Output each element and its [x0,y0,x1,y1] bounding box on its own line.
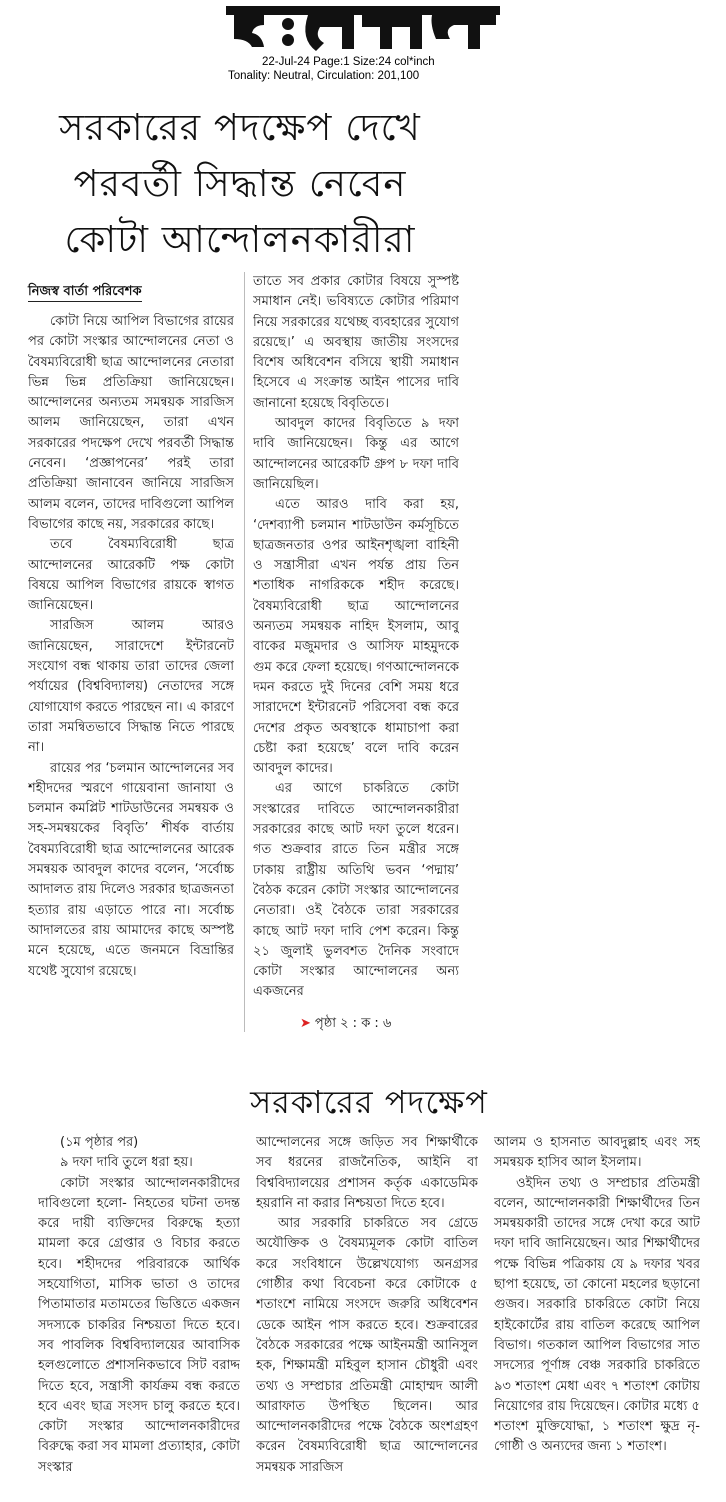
paragraph: ওইদিন তথ্য ও সম্প্রচার প্রতিমন্ত্রী বলেন, আন্দোলনকারী শিক্ষার্থীদের তিন সমন্বয়কারী তাদের সঙ্গে দেখা করে আট দফা দাবি জানিয়েছেন। আর শিক্ষার্থীদের পক্ষে বিভিন্ন পত্রিকায় যে ৯ দফার খবর ছাপা হয়েছে, তা কোনো মহলের ছড়ানো গুজব। সরকারি চাকরিতে কোটা নিয়ে হাইকোর্টের রায় বাতিল করেছে আপিল বিভাগ। গতকাল আপিল বিভাগের সাত সদস্যের পূর্ণাঙ্গ বেঞ্চ সরকারি চাকরিতে ৯৩ শতাংশ মেধা এবং ৭ শতাংশ কোটায় নিয়োগের রায় দিয়েছেন। কোটার মধ্যে ৫ শতাংশ মুক্তিযোদ্ধা, ১ শতাংশ ক্ষুদ্র নৃ-গোষ্ঠী ও অন্যদের জন্য ১ শতাংশ। [494,1175,700,1455]
continued-on-page-note [300,1014,391,1035]
headline-line-3: কোটা আন্দোলনকারীরা [64,218,416,261]
article-column-2 [253,272,459,1012]
paragraph: ৯ দফা দাবি তুলে ধরা হয়। [60,1155,193,1171]
newspaper-masthead-logo [226,2,500,52]
paragraph: তবে বৈষম্যবিরোধী ছাত্র আন্দোলনের আরেকটি পক্ষ কোটা বিষয়ে আপিল বিভাগের রায়কে স্বাগত জানিয়েছেন। [28,537,234,614]
byline: নিজস্ব বার্তা পরিবেশক [28,283,142,302]
paragraph: আবদুল কাদের বিবৃতিতে ৯ দফা দাবি জানিয়েছেন। কিন্তু এর আগে আন্দোলনের আরেকটি গ্রুপ ৮ দফা দাবি জানিয়েছিল। [253,416,459,492]
continuation-headline [0,1080,726,1124]
headline-line-1: সরকারের পদক্ষেপ দেখে [59,106,421,149]
paragraph: কোটা সংস্কার আন্দোলনকারীদের দাবিগুলো হলো- নিহতের ঘটনা তদন্ত করে দায়ী ব্যক্তিদের বিরুদ্ধে হত্যা মামলা করে গ্রেপ্তার ও বিচার করতে হবে। শহীদদের পরিবারকে আর্থিক সহযোগিতা, মাসিক ভাতা ও তাদের পিতামাতার মতামতের ভিত্তিতে একজন সদস্যকে চাকরির নিশ্চয়তা দিতে হবে। সব পাবলিক বিশ্ববিদ্যালয়ের আবাসিক হলগুলোতে প্রশাসনিকভাবে সিট বরাদ্দ দিতে হবে, সন্ত্রাসী কার্যক্রম বন্ধ করতে হবে এবং ছাত্র সংসদ চালু করতে হবে। কোটা সংস্কার আন্দোলনকারীদের বিরুদ্ধে করা সব মামলা প্রত্যাহার, কোটা সংস্কার [38,1175,240,1475]
paragraph: আলম ও হাসনাত আবদুল্লাহ এবং সহ সমন্বয়ক হাসিব আল ইসলাম। [494,1135,700,1171]
paragraph: এর আগে চাকরিতে কোটা সংস্কারের দাবিতে আন্দোলনকারীরা সরকারের কাছে আট দফা তুলে ধরেন। গত শুক্রবার রাতে তিন মন্ত্রীর সঙ্গে ঢাকায় রাষ্ট্রীয় অতিথি ভবন ‘পদ্মায়’ বৈঠক করেন কোটা সংস্কার আন্দোলনের নেতারা। ওই বৈঠকে তারা সরকারের কাছে আট দফা দাবি পেশ করেন। কিন্তু ২১ জুলাই ভুলবশত দৈনিক সংবাদে কোটা সংস্কার আন্দোলনের অন্য একজনের [253,781,459,1000]
paragraph: আর সরকারি চাকরিতে সব গ্রেডে অযৌক্তিক ও বৈষম্যমূলক কোটা বাতিল করে সংবিধানে উল্লেখযোগ্য অনগ্রসর গোষ্ঠীর কথা বিবেচনা করে কোটাকে ৫ শতাংশে নামিয়ে সংসদে জরুরি অধিবেশন ডেকে আইন পাস করতে হবে। শুক্রবারের বৈঠকে সরকারের পক্ষে আইনমন্ত্রী আনিসুল হক, শিক্ষামন্ত্রী মহিবুল হাসান চৌধুরী এবং তথ্য ও সম্প্রচার প্রতিমন্ত্রী মোহাম্মদ আলী আরাফাত উপস্থিত ছিলেন। আর আন্দোলনকারীদের পক্ষে বৈঠকে অংশগ্রহণ করেন বৈষম্যবিরোধী ছাত্র আন্দোলনের সমন্বয়ক সারজিস [256,1216,478,1475]
clipping-meta-tonality: Tonality: Neutral, Circulation: 201,100 [228,70,420,82]
column-divider [244,272,245,1032]
article-column-1 [28,312,234,1037]
paragraph: আন্দোলনের সঙ্গে জড়িত সব শিক্ষার্থীকে সব ধরনের রাজনৈতিক, আইনি বা বিশ্ববিদ্যালয়ের প্রশাসন কর্তৃক একাডেমিক হয়রানি না করার নিশ্চয়তা দিতে হবে। [256,1135,478,1211]
paragraph: কোটা নিয়ে আপিল বিভাগের রায়ের পর কোটা সংস্কার আন্দোলনের নেতা ও বৈষম্যবিরোধী ছাত্র আন্দোলনের নেতারা ভিন্ন ভিন্ন প্রতিক্রিয়া জানিয়েছেন। আন্দোলনের অন্যতম সমন্বয়ক সারজিস আলম জানিয়েছেন, তারা এখন সরকারের পদক্ষেপ দেখে পরবর্তী সিদ্ধান্ত নেবেন। ‘প্রজ্ঞাপনের’ পরই তারা প্রতিক্রিয়া জানাবেন জানিয়ে সারজিস আলম বলেন, তাদের দাবিগুলো আপিল বিভাগের কাছে নয়, সরকারের কাছে। [28,314,234,532]
jump-reference: পৃষ্ঠা ২ : ক : ৬ [314,1016,392,1031]
chevron-right-icon: ➤ [300,1016,311,1031]
headline-line-2: পরবর্তী সিদ্ধান্ত নেবেন [73,162,407,205]
paragraph: (১ম পৃষ্ঠার পর) [60,1135,139,1150]
paragraph: তাতে সব প্রকার কোটার বিষয়ে সুস্পষ্ট সমাধান নেই। ভবিষ্যতে কোটার পরিমাণ নিয়ে সরকারের যথেচ্ছ ব্যবহারের সুযোগ রয়েছে।’ এ অবস্থায় জাতীয় সংসদের বিশেষ অধিবেশন বসিয়ে স্থায়ী সমাধান হিসেবে এ সংক্রান্ত আইন পাসের দাবি জানানো হয়েছে বিবৃতিতে। [253,274,459,411]
continuation-column-2 [256,1133,478,1493]
continuation-column-3 [494,1133,700,1493]
continuation-headline-text: সরকারের পদক্ষেপ [250,1083,488,1121]
paragraph: সারজিস আলম আরও জানিয়েছেন, সারাদেশে ইন্টারনেট সংযোগ বন্ধ থাকায় তারা তাদের জেলা পর্যায়ের (বিশ্ববিদ্যালয়) নেতাদের সঙ্গে যোগাযোগ করতে পারছেন না। এ কারণে তারা সমন্বিতভাবে সিদ্ধান্ত নিতে পারছে না। [28,618,234,756]
clipping-meta-date-size: 22-Jul-24 Page:1 Size:24 col*inch [262,56,435,68]
paragraph: এতে আরও দাবি করা হয়, ‘দেশব্যাপী চলমান শাটডাউন কর্মসূচিতে ছাত্রজনতার ওপর আইনশৃঙ্খলা বাহিনী ও সন্ত্রাসীরা এখন পর্যন্ত প্রায় তিন শতাধিক নাগরিককে শহীদ করেছে। বৈষম্যবিরোধী ছাত্র আন্দোলনের অন্যতম সমন্বয়ক নাহিদ ইসলাম, আবু বাকের মজুমদার ও আসিফ মাহমুদকে গুম করে ফেলা হয়েছে। গণআন্দোলনকে দমন করতে দুই দিনের বেশি সময় ধরে সারাদেশে ইন্টারনেট পরিসেবা বন্ধ করে দেশের প্রকৃত অবস্থাকে ধামাচাপা করা চেষ্টা করা হয়েছে’ বলে দাবি করেন আবদুল কাদের। [253,497,459,777]
continuation-column-1 [38,1133,240,1493]
paragraph: রায়ের পর ‘চলমান আন্দোলনের সব শহীদদের স্মরণে গায়েবানা জানাযা ও চলমান কমপ্লিট শাটডাউনের সমন্বয়ক ও সহ-সমন্বয়কের বিবৃতি’ শীর্ষক বার্তায় বৈষম্যবিরোধী ছাত্র আন্দোলনের আরেক সমন্বয়ক আবদুল কাদের বলেন, ‘সর্বোচ্চ আদালত রায় দিলেও সরকার ছাত্রজনতা হত্যার রায় এড়াতে পারে না। সর্বোচ্চ আদালতের রায় আমাদের কাছে অস্পষ্ট মনে হয়েছে, এতে জনমনে বিভ্রান্তির যথেষ্ট সুযোগ রয়েছে। [28,760,234,979]
